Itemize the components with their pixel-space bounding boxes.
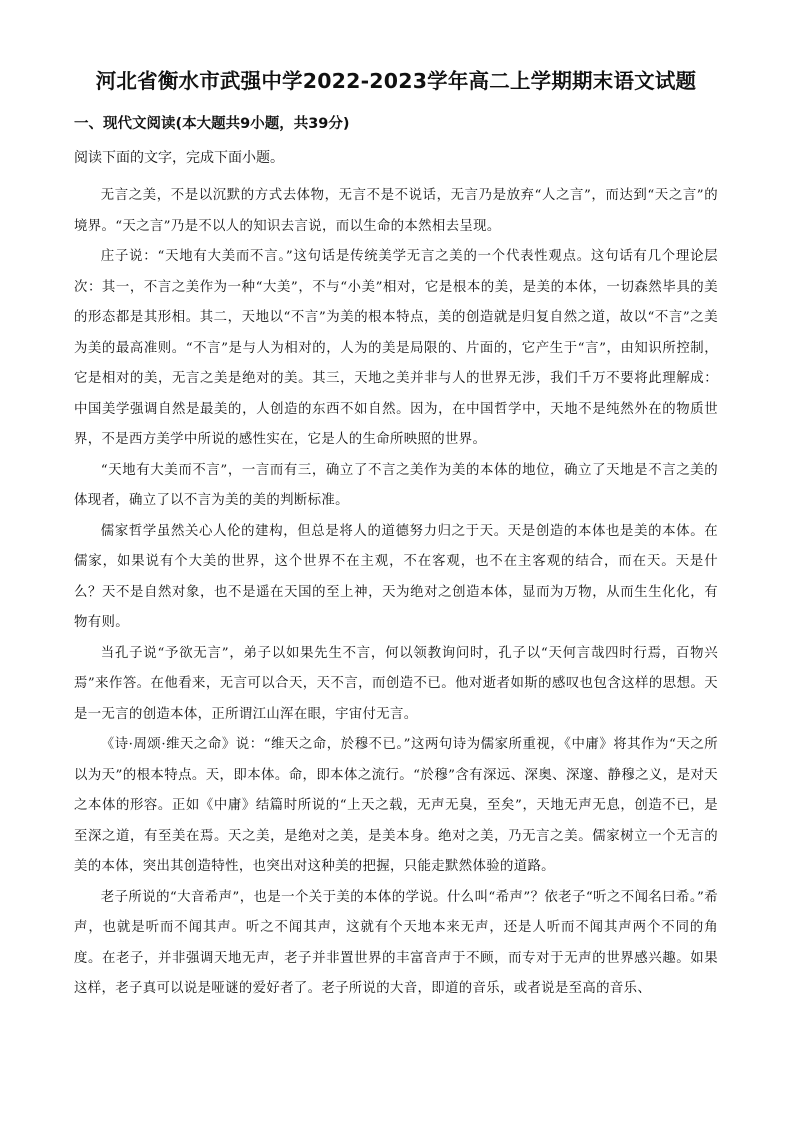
passage-paragraph-3: “天地有大美而不言”，一言而有三，确立了不言之美作为美的本体的地位，确立了天地是不言之美的体现者，确立了以不言为美的美的判断标准。 (74, 462, 718, 508)
passage-paragraph-1: 无言之美，不是以沉默的方式去体物，无言不是不说话，无言乃是放弃“人之言”，而达到“天之言”的境界。“天之言”乃是不以人的知识去言说，而以生命的本然相去呈现。 (74, 188, 718, 234)
section-heading: 一、现代文阅读(本大题共9小题，共39分) (74, 116, 350, 132)
passage-paragraph-6: 《诗·周颂·维天之命》说：“维天之命，於穆不已。”这两句诗为儒家所重视，《中庸》将其作为“天之所以为天”的根本特点。天，即本体。命，即本体之流行。“於穆”含有深远、深奥、深邃、静穆之义，是对天之本体的形容。正如《中庸》结篇时所说的“上天之载，无声无臭，至矣”，天地无声无息，创造不已，是至深之道，有至美在焉。天之美，是绝对之美，是美本身。绝对之美，乃无言之美。儒家树立一个无言的美的本体，突出其创造特性，也突出对这种美的把握，只能走默然体验的道路。 (74, 737, 718, 874)
reading-passage (74, 181, 718, 1005)
passage-paragraph-4: 儒家哲学虽然关心人伦的建构，但总是将人的道德努力归之于天。天是创造的本体也是美的本体。在儒家，如果说有个大美的世界，这个世界不在主观，不在客观，也不在主客观的结合，而在天。天是什么？天不是自然对象，也不是遥在天国的至上神，天为绝对之创造本体，显而为万物，从而生生化化，有物有则。 (74, 523, 718, 630)
passage-paragraph-5: 当孔子说“予欲无言”，弟子以如果先生不言，何以领教询问时，孔子以“天何言哉四时行焉，百物兴焉”来作答。在他看来，无言可以合天，天不言，而创造不已。他对逝者如斯的感叹也包含这样的思想。天是一无言的创造本体，正所谓江山浑在眼，宇宙付无言。 (74, 645, 718, 722)
passage-paragraph-7: 老子所说的“大音希声”，也是一个关于美的本体的学说。什么叫“希声”？依老子“听之不闻名曰希。”希声，也就是听而不闻其声。听之不闻其声，这就有个天地本来无声，还是人听而不闻其声两个不同的角度。在老子，并非强调天地无声，老子并非置世界的丰富音声于不顾，而专对于无声的世界感兴趣。如果这样，老子真可以说是哑谜的爱好者了。老子所说的大音，即道的音乐，或者说是至高的音乐、 (74, 889, 718, 996)
reading-instruction: 阅读下面的文字，完成下面小题。 (74, 150, 284, 166)
passage-paragraph-2: 庄子说：“天地有大美而不言。”这句话是传统美学无言之美的一个代表性观点。这句话有几个理论层次：其一，不言之美作为一种“大美”，不与“小美”相对，它是根本的美，是美的本体，一切森然毕具的美的形态都是其形相。其二，天地以“不言”为美的根本特点，美的创造就是归复自然之道，故以“不言”之美为美的最高准则。“不言”是与人为相对的，人为的美是局限的、片面的，它产生于“言”，由知识所控制，它是相对的美，无言之美是绝对的美。其三，天地之美并非与人的世界无涉，我们千万不要将此理解成：中国美学强调自然是最美的，人创造的东西不如自然。因为，在中国哲学中，天地不是纯然外在的物质世界，不是西方美学中所说的感性实在，它是人的生命所映照的世界。 (74, 249, 718, 447)
exam-title: 河北省衡水市武强中学2022-2023学年高二上学期期末语文试题 (95, 69, 697, 93)
